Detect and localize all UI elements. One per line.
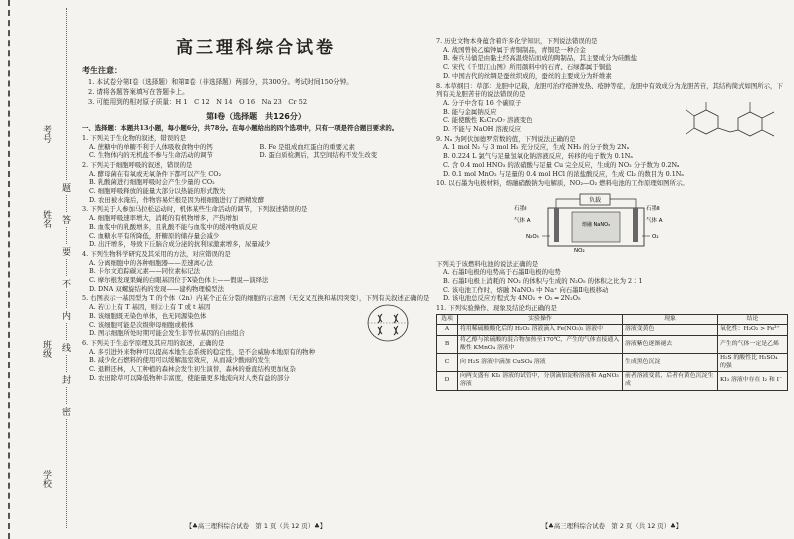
option-c: C. 退耕还林，人工种植的森林会发生初生演替，森林的垂直结构更加复杂 <box>89 365 296 374</box>
question-stem: 下列关于该燃料电池的说法正确的是 <box>436 259 539 268</box>
question-2 <box>82 161 430 205</box>
notice-heading: 考生注意： <box>82 65 122 75</box>
question-10-options <box>436 260 788 304</box>
question-3 <box>82 205 430 249</box>
question-4 <box>82 250 430 294</box>
option-d: D. 出汗增多，导致下丘脑合成分泌的抗利尿激素增多，尿量减少 <box>89 240 271 249</box>
option-d: D. 农田除草可以降低物种丰富度，使能量更多地流向对人类有益的部分 <box>89 373 290 382</box>
graphite-1-label: 石墨Ⅰ <box>514 205 527 212</box>
seal-char: 密 <box>62 404 71 419</box>
option-a: A. 分子中含有 16 个碳原子 <box>443 98 522 107</box>
option-d: D. DNA 双螺旋结构的发现——建构物理模型法 <box>89 284 224 293</box>
table-cell: 氧化性：H₂O₂ > Fe³⁺ <box>718 325 788 336</box>
n2o5-label: N₂O₅ <box>526 233 539 240</box>
table-cell: 向两支盛有 KI₃ 溶液的试管中，分别滴加淀粉溶液和 AgNO₃ 溶液 <box>458 372 623 390</box>
table-cell: H₂S 的酸性比 H₂SO₄ 的强 <box>718 354 788 372</box>
option-d: D. 中国古代的丝绸是蚕丝织成的，蚕丝的主要成分为纤维素 <box>443 71 612 80</box>
question-stem: 8. 本草纲目：草部：龙胆中记载，龙胆可治疗疮肿发热、疮肿等症，龙胆中有效成分为龙胆苦苷，其结构简式如图所示，下列有关龙胆苦苷的说法错误的是 <box>436 81 783 99</box>
option-c: C. 该细胞可能是次级卵母细胞或极体 <box>89 320 194 329</box>
question-6 <box>82 339 430 383</box>
option-c: C. 血糖水平有所降低，肝糖原的储存量会减少 <box>89 231 220 240</box>
option-b: B. Fe 是组成血红蛋白的重要元素 <box>259 142 355 151</box>
question-11 <box>436 304 788 390</box>
option-b: B. 能与金属钠反应 <box>443 107 497 116</box>
question-stem: 6. 下列关于生态学原理及其应用的叙述，正确的是 <box>82 338 225 347</box>
option-c: C. 摩尔根发现果蝇的白眼基因位于X染色体上——假说—演绎法 <box>89 276 269 285</box>
table-cell: 前者溶液变蓝，后者有黄色沉淀生成 <box>623 372 718 390</box>
option-a: A. 蔗糖中的单糖不利于人体吸收食物中的钙 <box>89 142 213 151</box>
table-cell: KI₃ 溶液中存在 I₂ 和 I⁻ <box>718 372 788 390</box>
option-a: A. 细胞呼吸速率增大，消耗的有机物增多，产热增加 <box>89 214 239 223</box>
question-10 <box>436 179 788 258</box>
seal-char: 内 <box>62 308 71 323</box>
section-instructions: 一、选择题：本题共13小题，每小题6分，共78分。在每小题给出的四个选项中，只有一项是符合题目要求的。 <box>82 124 399 133</box>
option-c: C. 能使酸性 K₂Cr₂O₇ 溶液变色 <box>443 116 533 125</box>
table-row <box>437 336 788 354</box>
option-b: B. 减少化石燃料的使用可以缓解温室效应，从而减少酸雨的发生 <box>89 356 271 365</box>
option-d: D. 该电池总反应方程式为 4NO₂ + O₂ ═ 2N₂O₅ <box>443 294 581 303</box>
table-cell: C <box>437 354 458 372</box>
fuel-cell-diagram <box>512 192 682 254</box>
table-header: 实验操作 <box>458 314 623 325</box>
binding-edge <box>8 0 16 539</box>
question-stem: 11. 下列实验操作、现象及结论均正确的是 <box>436 304 557 313</box>
table-cell: 溶液变黄色 <box>623 325 718 336</box>
page-footer: 【♣高三理科综合试卷 第 2 页（共 12 页）♣】 <box>541 522 683 531</box>
gentiopicroside-structure <box>680 96 780 146</box>
experiment-table <box>436 314 788 391</box>
option-b: B. 卡尔文追踪碳元素——同位素标记法 <box>89 267 201 276</box>
option-a: A. 分离细胞中的各种细胞器——差速离心法 <box>89 258 213 267</box>
table-header: 选项 <box>437 314 458 325</box>
seal-char: 答 <box>62 212 71 227</box>
table-row <box>437 354 788 372</box>
option-row <box>82 143 430 152</box>
o2-label: O₂ <box>652 233 659 240</box>
seal-char: 不 <box>62 276 71 291</box>
seal-char: 线 <box>62 340 71 355</box>
question-1 <box>82 134 430 160</box>
table-cell: D <box>437 372 458 390</box>
page-1 <box>82 0 430 539</box>
option-a: A. 1 mol N₂ 与 3 mol H₂ 充分反应，生成 NH₃ 的分子数为 2Nₐ <box>443 143 630 152</box>
question-stem: 3. 下列关于人参加马拉松运动时，机体某些生命活动的调节，下列叙述错误的是 <box>82 205 308 214</box>
notice-item: 2. 请将各题答案填写在答题卡上。 <box>88 88 189 97</box>
table-header: 现象 <box>623 314 718 325</box>
option-c: C. 生物体内的无机盐不参与生命活动的调节 <box>89 151 213 160</box>
notice-item: 3. 可能用到的相对原子质量：H 1 C 12 N 14 O 16 Na 23 Cr 52 <box>88 98 308 107</box>
seal-char: 要 <box>62 244 71 259</box>
question-stem: 7. 历史文物本身蕴含着许多化学知识，下列说法错误的是 <box>436 37 598 45</box>
question-stem: 4. 下列生物科学研究及其采用的方法，对应错误的是 <box>82 249 231 258</box>
electrolyte-label: 熔融 NaNO₃ <box>581 221 611 228</box>
question-stem: 10. 以石墨为电极材料，熔融硝酸钠为电解质，NO₂—O₂ 燃料电池的工作原理如图所示。 <box>436 179 689 188</box>
seal-char: 封 <box>62 372 71 387</box>
option-b: B. 该细胞既无染色单体，也无同源染色体 <box>89 311 207 320</box>
question-stem: 5. 右图表示一基因型为 T 的个体（2n）内某个正在分裂的细胞的示意图（无交叉互换和基因突变），下列有关叙述正确的是 <box>82 294 430 303</box>
gas-a-right-label: 气体 A <box>646 217 663 224</box>
cell-division-figure <box>366 303 410 343</box>
school-label: 学校 <box>41 470 51 488</box>
class-label: 班级 <box>41 340 51 358</box>
table-cell: 将用稀硫酸酸化后的 H₂O₂ 溶液滴入 Fe(NO₃)₂ 溶液中 <box>458 325 623 336</box>
question-stem: 2. 下列关于细胞呼吸的叙述，错误的是 <box>82 160 193 169</box>
no2-label: NO₂ <box>574 247 585 254</box>
exam-title: 高三理科综合试卷 <box>176 38 336 58</box>
table-cell: 溶液紫色逐渐褪去 <box>623 336 718 354</box>
table-cell: 向 H₂S 溶液中滴加 CuSO₄ 溶液 <box>458 354 623 372</box>
load-label: 负载 <box>588 196 602 204</box>
option-d: D. 农田被水淹后，作物容易烂根是因为根细胞进行了酒精发酵 <box>89 195 265 204</box>
question-stem: 9. Nₐ 为阿伏加德罗常数的值，下列说法正确的是 <box>436 134 576 143</box>
option-c: C. 该电池工作时，熔融 NaNO₃ 中 Na⁺ 向石墨Ⅱ电极移动 <box>443 285 609 294</box>
notice-item: 1. 本试卷分第Ⅰ卷（选择题）和第Ⅱ卷（非选择题）两部分，共300分。考试时间150分钟。 <box>88 78 353 87</box>
seal-line <box>66 8 67 528</box>
table-cell: A <box>437 325 458 336</box>
table-header: 结论 <box>718 314 788 325</box>
name-label: 姓名 <box>41 210 51 228</box>
section-heading: 第Ⅰ卷（选择题 共126分） <box>206 112 306 122</box>
table-row <box>437 372 788 390</box>
option-a: A. 酵母菌在有氧或无氧条件下都可以产生 CO₂ <box>89 169 222 178</box>
question-stem: 1. 下列关于生化物的叙述，错误的是 <box>82 133 186 142</box>
exam-number-label: 考号 <box>41 125 51 143</box>
option-b: B. 乳酸菌进行细胞呼吸时会产生少量的 CO₂ <box>89 178 215 187</box>
option-d: D. 不能与 NaOH 溶液反应 <box>443 125 521 134</box>
question-7 <box>436 37 788 81</box>
option-a: A. 石墨Ⅰ电极的电势高于石墨Ⅱ电极的电势 <box>443 268 561 277</box>
page-2 <box>436 0 788 539</box>
option-d: D. 图示细胞所处时期可能会发生非等位基因的自由组合 <box>89 329 245 338</box>
option-b: B. 石墨Ⅰ电极上消耗的 NO₂ 的体积与生成的 N₂O₅ 的体积之比为 2∶1 <box>443 277 643 286</box>
table-cell: 产生的气体一定是乙烯 <box>718 336 788 354</box>
table-row <box>437 325 788 336</box>
question-8 <box>436 82 788 134</box>
option-d: D. 蛋白质检测后，其空间结构不发生改变 <box>259 151 378 160</box>
option-c: C. 细胞呼吸释放的能量大部分以热能的形式散失 <box>89 187 226 196</box>
option-d: D. 0.1 mol MnO₂ 与足量的 0.4 mol HCl 的浓盐酸反应，生成 Cl₂ 的数目为 0.1Nₐ <box>443 169 684 178</box>
option-c: C. 宋代《千里江山图》所用颜料中的石青、石绿都属于铜盐 <box>443 63 612 72</box>
option-a: A. 战国曾侯乙编钟属于青铜制品，青铜是一种合金 <box>443 45 586 54</box>
binding-strip <box>0 0 72 539</box>
table-cell: 将乙醇与浓硫酸的混合物加热至170℃，产生的气体直接通入酸性 KMnO₄ 溶液中 <box>458 336 623 354</box>
option-b: B. 0.224 L 氯气与足量氢氧化钠溶液反应，转移的电子数为 0.1Nₐ <box>443 152 633 161</box>
question-5 <box>82 294 430 338</box>
seal-char: 题 <box>62 180 71 195</box>
table-cell: 生成黑色沉淀 <box>623 354 718 372</box>
page-footer: 【♣高三理科综合试卷 第 1 页（共 12 页）♣】 <box>185 522 327 531</box>
table-header-row <box>437 314 788 325</box>
gas-a-left-label: 气体 A <box>514 217 531 224</box>
graphite-2-label: 石墨Ⅱ <box>646 205 660 212</box>
option-a: A. 多引进外来物种可以提高本地生态系统的稳定性，是不会威胁本地原有的物种 <box>89 347 315 356</box>
option-b: B. 血浆中的乳酸增多，且乳酸不能与血浆中的缓冲物质反应 <box>89 222 258 231</box>
option-row <box>82 151 430 160</box>
table-cell: B <box>437 336 458 354</box>
option-b: B. 秦兵马俑是由黏土经高温烧结而成的陶制品，其主要成分为硅酸盐 <box>443 54 638 63</box>
option-c: C. 含 0.4 mol HNO₃ 的浓硝酸与足量 Cu 完全反应，生成的 NO₂ 分子数为 0.2Nₐ <box>443 160 680 169</box>
option-a: A. 若①上有 T 基因，则②上有 T 或 t 基因 <box>89 303 211 312</box>
